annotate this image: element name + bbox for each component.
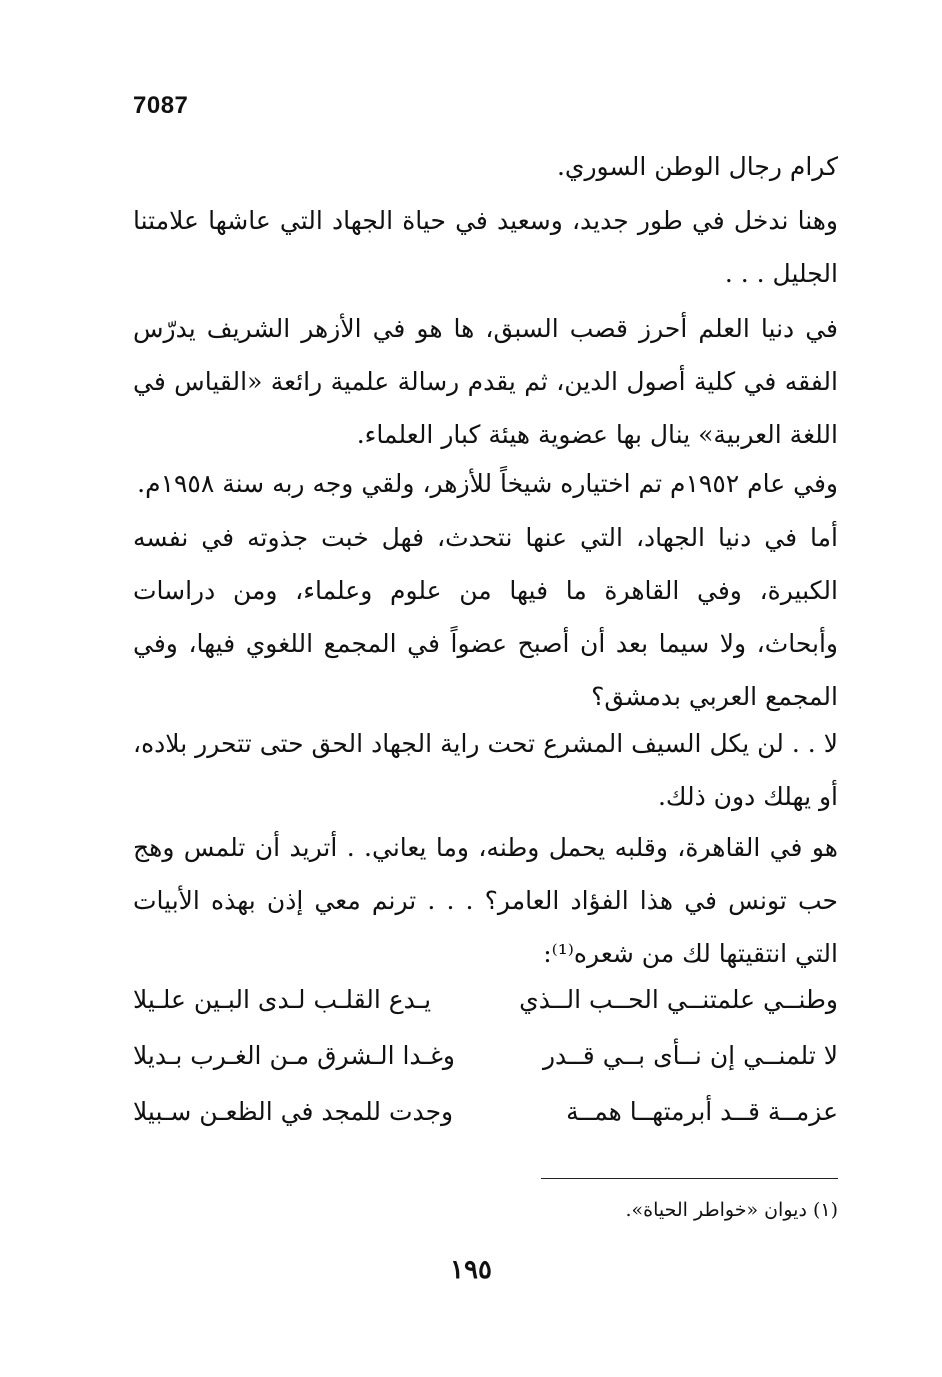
poem-second-hemistich: وجدت للمجد في الظعـن سـبيلا xyxy=(133,1097,454,1126)
paragraph-1 xyxy=(133,140,838,193)
poem-verse-1 xyxy=(133,972,838,1028)
footnote: (١) ديوان «خواطر الحياة». xyxy=(625,1199,838,1221)
poem-second-hemistich: وغـدا الـشرق مـن الغـرب بـديلا xyxy=(133,1041,456,1070)
page-number: ١٩٥ xyxy=(450,1255,492,1285)
paragraph-3 xyxy=(133,302,838,461)
paragraph-4 xyxy=(133,457,838,510)
poem-first-hemistich: عزمــة قــد أبرمتهــا همــة xyxy=(566,1097,838,1126)
poem-second-hemistich: يـدع القلـب لـدى البـين علـيلا xyxy=(133,985,432,1014)
paragraph-text: وفي عام ١٩٥٢م تم اختياره شيخاً للأزهر، ولقي وجه ربه سنة ١٩٥٨م. xyxy=(137,469,838,498)
poem-verse-3 xyxy=(133,1084,838,1140)
page-code: 7087 xyxy=(133,92,189,119)
footnote-divider xyxy=(541,1178,838,1179)
paragraph-2 xyxy=(133,194,838,300)
paragraph-text: لا . . لن يكل السيف المشرع تحت راية الجهاد الحق حتى تتحرر بلاده، أو يهلك دون ذلك. xyxy=(133,729,838,811)
paragraph-text: أما في دنيا الجهاد، التي عنها نتحدث، فهل خبت جذوته في نفسه الكبيرة، وفي القاهرة ما فيها من علوم وعلماء، ومن دراسات وأبحاث، ولا سيما بعد أن أصبح عضواً في المجمع اللغوي فيها، وفي المجمع العربي بدمشق؟ xyxy=(133,523,838,711)
paragraph-text: في دنيا العلم أحرز قصب السبق، ها هو في الأزهر الشريف يدرّس الفقه في كلية أصول الدين، ثم يقدم رسالة علمية رائعة «القياس في اللغة العربية» ينال بها عضوية هيئة كبار العلماء. xyxy=(133,314,838,449)
poem-first-hemistich: لا تلمنــي إن نــأى بــي قــدر xyxy=(542,1041,838,1070)
paragraph-text: هو في القاهرة، وقلبه يحمل وطنه، وما يعاني. . أتريد أن تلمس وهج حب تونس في هذا الفؤاد العامر؟ . . . ترنم معي إذن بهذه الأبيات التي انتقيتها لك من شعره⁽¹⁾: xyxy=(133,833,838,968)
poem xyxy=(133,972,838,1140)
poem-first-hemistich: وطنــي علمتنــي الحــب الــذي xyxy=(519,985,838,1014)
poem-verse-2 xyxy=(133,1028,838,1084)
paragraph-6 xyxy=(133,717,838,823)
paragraph-text: كرام رجال الوطن السوري. xyxy=(556,152,838,181)
paragraph-7 xyxy=(133,821,838,980)
paragraph-text: وهنا ندخل في طور جديد، وسعيد في حياة الجهاد التي عاشها علامتنا الجليل . . . xyxy=(133,206,838,288)
paragraph-5 xyxy=(133,511,838,723)
